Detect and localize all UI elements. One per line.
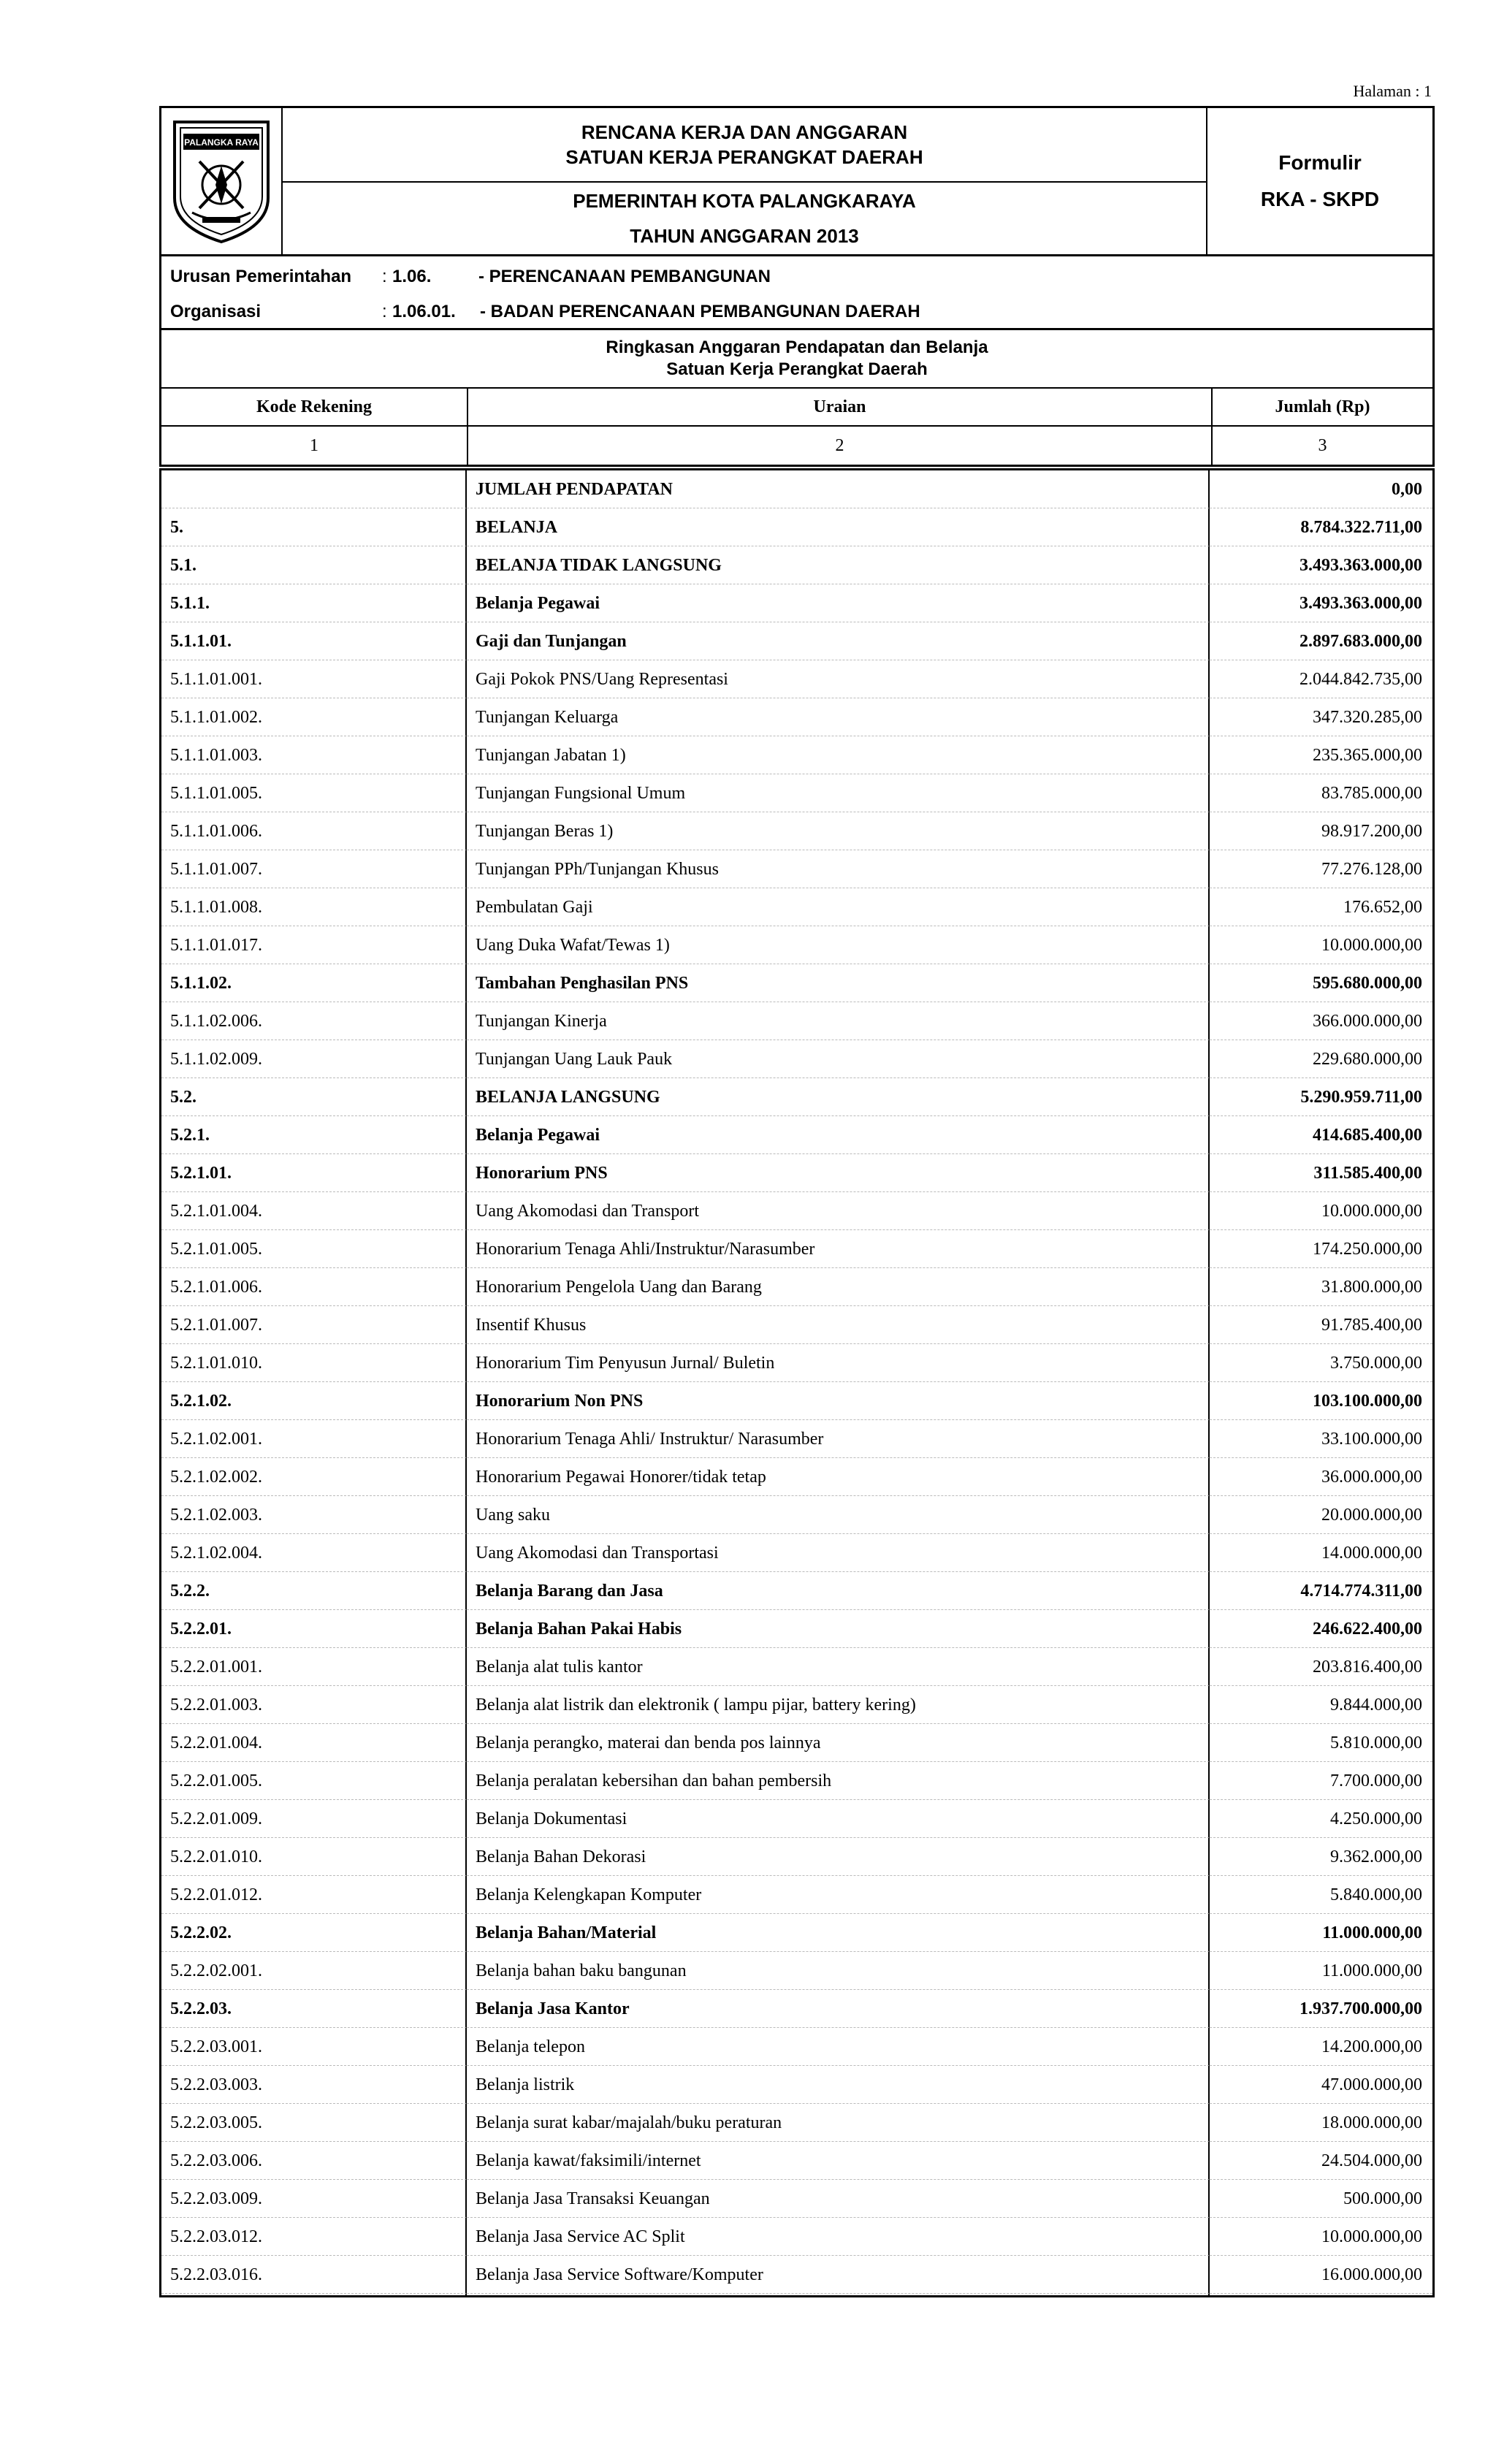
uraian-cell: Belanja Jasa Transaksi Keuangan <box>467 2180 1210 2218</box>
kode-rekening-cell: 5.1.1.01.007. <box>161 850 467 888</box>
jumlah-cell: 83.785.000,00 <box>1210 774 1432 812</box>
budget-rows <box>161 470 1432 2295</box>
logo-cell <box>161 108 283 254</box>
uraian-cell: Tunjangan Fungsional Umum <box>467 774 1210 812</box>
kode-rekening-cell: 5.1.1. <box>161 584 467 622</box>
jumlah-cell: 10.000.000,00 <box>1210 1192 1432 1230</box>
jumlah-cell: 4.250.000,00 <box>1210 1800 1432 1838</box>
kode-rekening-cell: 5.1.1.01.003. <box>161 736 467 774</box>
uraian-cell: BELANJA TIDAK LANGSUNG <box>467 546 1210 584</box>
kode-rekening-cell: 5.1.1.01.008. <box>161 888 467 926</box>
jumlah-cell: 246.622.400,00 <box>1210 1610 1432 1648</box>
jumlah-cell: 36.000.000,00 <box>1210 1458 1432 1496</box>
uraian-cell: Belanja Pegawai <box>467 584 1210 622</box>
filler-uraian <box>467 2294 1210 2295</box>
table-row <box>161 1952 1432 1990</box>
kode-rekening-cell: 5.2.2.01.009. <box>161 1800 467 1838</box>
uraian-cell: Belanja Bahan Dekorasi <box>467 1838 1210 1876</box>
table-row <box>161 1040 1432 1078</box>
table-row <box>161 2142 1432 2180</box>
urusan-name: - PERENCANAAN PEMBANGUNAN <box>478 267 771 286</box>
kode-rekening-cell: 5.2.2.01.004. <box>161 1724 467 1762</box>
form-label: Formulir <box>1278 151 1362 174</box>
summary-line-1: Ringkasan Anggaran Pendapatan dan Belanja <box>606 337 988 357</box>
organisasi-name: - BADAN PERENCANAAN PEMBANGUNAN DAERAH <box>480 302 920 321</box>
jumlah-cell: 347.320.285,00 <box>1210 698 1432 736</box>
jumlah-cell: 98.917.200,00 <box>1210 812 1432 850</box>
kode-rekening-cell: 5.2. <box>161 1078 467 1116</box>
jumlah-cell: 5.810.000,00 <box>1210 1724 1432 1762</box>
organisasi-code: 1.06.01. <box>392 302 456 321</box>
header-uraian: Uraian <box>468 389 1213 425</box>
government-block <box>283 183 1206 254</box>
uraian-cell: Belanja Kelengkapan Komputer <box>467 1876 1210 1914</box>
uraian-cell: Honorarium Tim Penyusun Jurnal/ Buletin <box>467 1344 1210 1382</box>
table-row <box>161 1420 1432 1458</box>
table-row <box>161 1496 1432 1534</box>
title-block <box>283 108 1206 183</box>
kode-rekening-cell: 5.2.2.03.009. <box>161 2180 467 2218</box>
kode-rekening-cell: 5. <box>161 508 467 546</box>
form-code-cell <box>1207 108 1432 254</box>
jumlah-cell: 5.840.000,00 <box>1210 1876 1432 1914</box>
city-emblem-icon <box>170 118 272 245</box>
jumlah-cell: 10.000.000,00 <box>1210 2218 1432 2256</box>
kode-rekening-cell: 5.1. <box>161 546 467 584</box>
kode-rekening-cell: 5.2.1.01.007. <box>161 1306 467 1344</box>
jumlah-cell: 311.585.400,00 <box>1210 1154 1432 1192</box>
uraian-cell: Tunjangan Kinerja <box>467 1002 1210 1040</box>
jumlah-cell: 103.100.000,00 <box>1210 1382 1432 1420</box>
table-row <box>161 1116 1432 1154</box>
table-row <box>161 2218 1432 2256</box>
kode-rekening-cell: 5.1.1.01.001. <box>161 660 467 698</box>
uraian-cell: Pembulatan Gaji <box>467 888 1210 926</box>
table-row <box>161 1154 1432 1192</box>
jumlah-cell: 229.680.000,00 <box>1210 1040 1432 1078</box>
table-row <box>161 1534 1432 1572</box>
urusan-label: Urusan Pemerintahan <box>170 267 352 286</box>
uraian-cell: Belanja alat listrik dan elektronik ( lampu pijar, battery kering) <box>467 1686 1210 1724</box>
kode-rekening-cell: 5.2.1.02.004. <box>161 1534 467 1572</box>
uraian-cell: Tunjangan Keluarga <box>467 698 1210 736</box>
kode-rekening-cell: 5.2.2.03.003. <box>161 2066 467 2104</box>
jumlah-cell: 3.750.000,00 <box>1210 1344 1432 1382</box>
table-row <box>161 964 1432 1002</box>
kode-rekening-cell: 5.1.1.02.009. <box>161 1040 467 1078</box>
kode-rekening-cell: 5.2.1.02.003. <box>161 1496 467 1534</box>
uraian-cell: Belanja listrik <box>467 2066 1210 2104</box>
page-number: Halaman : 1 <box>1353 82 1432 100</box>
jumlah-cell: 595.680.000,00 <box>1210 964 1432 1002</box>
table-row <box>161 1382 1432 1420</box>
jumlah-cell: 414.685.400,00 <box>1210 1116 1432 1154</box>
kode-rekening-cell: 5.2.2.03.016. <box>161 2256 467 2294</box>
table-row <box>161 1002 1432 1040</box>
kode-rekening-cell: 5.2.2.03.001. <box>161 2028 467 2066</box>
jumlah-cell: 10.000.000,00 <box>1210 926 1432 964</box>
summary-title <box>159 328 1435 389</box>
kode-rekening-cell: 5.2.2. <box>161 1572 467 1610</box>
table-row <box>161 1686 1432 1724</box>
jumlah-cell: 18.000.000,00 <box>1210 2104 1432 2142</box>
uraian-cell: BELANJA <box>467 508 1210 546</box>
title-cell <box>283 108 1207 254</box>
table-row <box>161 1230 1432 1268</box>
organisasi-row <box>170 302 920 322</box>
kode-rekening-cell: 5.1.1.01. <box>161 622 467 660</box>
table-row <box>161 1800 1432 1838</box>
jumlah-cell: 16.000.000,00 <box>1210 2256 1432 2294</box>
uraian-cell: Tunjangan Uang Lauk Pauk <box>467 1040 1210 1078</box>
kode-rekening-cell: 5.2.2.03. <box>161 1990 467 2028</box>
uraian-cell: Tambahan Penghasilan PNS <box>467 964 1210 1002</box>
jumlah-cell: 33.100.000,00 <box>1210 1420 1432 1458</box>
jumlah-cell: 4.714.774.311,00 <box>1210 1572 1432 1610</box>
jumlah-cell: 77.276.128,00 <box>1210 850 1432 888</box>
column-number-1: 1 <box>161 427 468 465</box>
uraian-cell: Belanja Bahan Pakai Habis <box>467 1610 1210 1648</box>
kode-rekening-cell: 5.2.2.01.003. <box>161 1686 467 1724</box>
form-code: RKA - SKPD <box>1260 188 1380 210</box>
uraian-cell: Belanja Bahan/Material <box>467 1914 1210 1952</box>
kode-rekening-cell: 5.1.1.01.002. <box>161 698 467 736</box>
table-row <box>161 2066 1432 2104</box>
jumlah-cell: 8.784.322.711,00 <box>1210 508 1432 546</box>
jumlah-cell: 366.000.000,00 <box>1210 1002 1432 1040</box>
jumlah-cell: 1.937.700.000,00 <box>1210 1990 1432 2028</box>
table-row <box>161 2104 1432 2142</box>
uraian-cell: Belanja perangko, materai dan benda pos lainnya <box>467 1724 1210 1762</box>
uraian-cell: Belanja Jasa Service AC Split <box>467 2218 1210 2256</box>
kode-rekening-cell: 5.2.1.01.006. <box>161 1268 467 1306</box>
kode-rekening-cell: 5.2.2.03.012. <box>161 2218 467 2256</box>
filler-kode <box>161 2294 467 2295</box>
uraian-cell: BELANJA LANGSUNG <box>467 1078 1210 1116</box>
table-row <box>161 1268 1432 1306</box>
table-row <box>161 926 1432 964</box>
kode-rekening-cell: 5.1.1.02. <box>161 964 467 1002</box>
kode-rekening-cell: 5.2.2.03.006. <box>161 2142 467 2180</box>
urusan-separator: : <box>382 267 387 286</box>
column-title-row <box>161 389 1432 427</box>
table-row <box>161 698 1432 736</box>
jumlah-cell: 9.362.000,00 <box>1210 1838 1432 1876</box>
table-row <box>161 1838 1432 1876</box>
table-row <box>161 508 1432 546</box>
title-line-1: RENCANA KERJA DAN ANGGARAN <box>581 121 908 143</box>
table-row <box>161 888 1432 926</box>
uraian-cell: JUMLAH PENDAPATAN <box>467 470 1210 508</box>
kode-rekening-cell: 5.2.2.01. <box>161 1610 467 1648</box>
uraian-cell: Belanja Jasa Kantor <box>467 1990 1210 2028</box>
uraian-cell: Honorarium Non PNS <box>467 1382 1210 1420</box>
government-name: PEMERINTAH KOTA PALANGKARAYA <box>573 190 916 212</box>
jumlah-cell: 3.493.363.000,00 <box>1210 584 1432 622</box>
kode-rekening-cell: 5.2.1.01. <box>161 1154 467 1192</box>
table-row <box>161 1648 1432 1686</box>
jumlah-cell: 235.365.000,00 <box>1210 736 1432 774</box>
title-line-2: SATUAN KERJA PERANGKAT DAERAH <box>565 146 923 168</box>
organisasi-label: Organisasi <box>170 302 262 321</box>
organisasi-separator: : <box>382 302 387 321</box>
jumlah-cell: 31.800.000,00 <box>1210 1268 1432 1306</box>
table-row <box>161 850 1432 888</box>
uraian-cell: Belanja Barang dan Jasa <box>467 1572 1210 1610</box>
kode-rekening-cell: 5.2.2.01.001. <box>161 1648 467 1686</box>
table-row <box>161 2256 1432 2294</box>
jumlah-cell: 14.000.000,00 <box>1210 1534 1432 1572</box>
jumlah-cell: 0,00 <box>1210 470 1432 508</box>
uraian-cell: Uang saku <box>467 1496 1210 1534</box>
column-headers <box>159 389 1435 467</box>
table-row <box>161 1914 1432 1952</box>
kode-rekening-cell: 5.1.1.01.017. <box>161 926 467 964</box>
jumlah-cell: 11.000.000,00 <box>1210 1914 1432 1952</box>
table-row <box>161 2028 1432 2066</box>
form-header <box>159 106 1435 254</box>
table-row <box>161 1572 1432 1610</box>
uraian-cell: Belanja alat tulis kantor <box>467 1648 1210 1686</box>
rka-form <box>159 106 1435 2297</box>
kode-rekening-cell: 5.2.2.01.005. <box>161 1762 467 1800</box>
table-row <box>161 2180 1432 2218</box>
uraian-cell: Honorarium Pegawai Honorer/tidak tetap <box>467 1458 1210 1496</box>
kode-rekening-cell: 5.2.2.03.005. <box>161 2104 467 2142</box>
jumlah-cell: 2.044.842.735,00 <box>1210 660 1432 698</box>
jumlah-cell: 20.000.000,00 <box>1210 1496 1432 1534</box>
table-row <box>161 546 1432 584</box>
uraian-cell: Uang Akomodasi dan Transportasi <box>467 1534 1210 1572</box>
uraian-cell: Gaji Pokok PNS/Uang Representasi <box>467 660 1210 698</box>
kode-rekening-cell: 5.2.1.01.010. <box>161 1344 467 1382</box>
table-row <box>161 1344 1432 1382</box>
jumlah-cell: 47.000.000,00 <box>1210 2066 1432 2104</box>
jumlah-cell: 24.504.000,00 <box>1210 2142 1432 2180</box>
uraian-cell: Belanja telepon <box>467 2028 1210 2066</box>
urusan-code: 1.06. <box>392 267 432 286</box>
jumlah-cell: 5.290.959.711,00 <box>1210 1078 1432 1116</box>
uraian-cell: Tunjangan PPh/Tunjangan Khusus <box>467 850 1210 888</box>
kode-rekening-cell: 5.1.1.01.005. <box>161 774 467 812</box>
budget-table <box>159 468 1435 2297</box>
jumlah-cell: 500.000,00 <box>1210 2180 1432 2218</box>
jumlah-cell: 2.897.683.000,00 <box>1210 622 1432 660</box>
kode-rekening-cell: 5.2.2.01.010. <box>161 1838 467 1876</box>
kode-rekening-cell: 5.1.1.01.006. <box>161 812 467 850</box>
uraian-cell: Belanja surat kabar/majalah/buku peraturan <box>467 2104 1210 2142</box>
kode-rekening-cell: 5.2.2.02. <box>161 1914 467 1952</box>
table-row <box>161 1078 1432 1116</box>
table-row <box>161 1876 1432 1914</box>
header-kode-rekening: Kode Rekening <box>161 389 468 425</box>
table-row <box>161 1990 1432 2028</box>
table-row <box>161 622 1432 660</box>
table-row <box>161 1724 1432 1762</box>
uraian-cell: Honorarium PNS <box>467 1154 1210 1192</box>
kode-rekening-cell: 5.2.1.02. <box>161 1382 467 1420</box>
table-row <box>161 584 1432 622</box>
uraian-cell: Tunjangan Jabatan 1) <box>467 736 1210 774</box>
kode-rekening-cell <box>161 470 467 508</box>
table-row <box>161 736 1432 774</box>
jumlah-cell: 11.000.000,00 <box>1210 1952 1432 1990</box>
table-row <box>161 470 1432 508</box>
logo-text: PALANGKA RAYA <box>184 137 259 148</box>
summary-line-2: Satuan Kerja Perangkat Daerah <box>666 359 928 379</box>
kode-rekening-cell: 5.2.1.01.004. <box>161 1192 467 1230</box>
table-row <box>161 1458 1432 1496</box>
table-row <box>161 660 1432 698</box>
kode-rekening-cell: 5.2.1. <box>161 1116 467 1154</box>
kode-rekening-cell: 5.2.1.02.001. <box>161 1420 467 1458</box>
table-row <box>161 1762 1432 1800</box>
jumlah-cell: 14.200.000,00 <box>1210 2028 1432 2066</box>
kode-rekening-cell: 5.2.1.02.002. <box>161 1458 467 1496</box>
kode-rekening-cell: 5.2.2.01.012. <box>161 1876 467 1914</box>
kode-rekening-cell: 5.2.2.02.001. <box>161 1952 467 1990</box>
uraian-cell: Belanja peralatan kebersihan dan bahan pembersih <box>467 1762 1210 1800</box>
table-row <box>161 1192 1432 1230</box>
uraian-cell: Honorarium Tenaga Ahli/Instruktur/Narasumber <box>467 1230 1210 1268</box>
jumlah-cell: 91.785.400,00 <box>1210 1306 1432 1344</box>
uraian-cell: Uang Akomodasi dan Transport <box>467 1192 1210 1230</box>
header-jumlah: Jumlah (Rp) <box>1275 397 1370 416</box>
column-number-2: 2 <box>468 427 1213 465</box>
jumlah-cell: 7.700.000,00 <box>1210 1762 1432 1800</box>
column-number-3: 3 <box>1318 436 1327 455</box>
kode-rekening-cell: 5.1.1.02.006. <box>161 1002 467 1040</box>
uraian-cell: Insentif Khusus <box>467 1306 1210 1344</box>
kode-rekening-cell: 5.2.1.01.005. <box>161 1230 467 1268</box>
table-filler <box>161 2294 1432 2295</box>
urusan-row <box>170 267 771 287</box>
jumlah-cell: 174.250.000,00 <box>1210 1230 1432 1268</box>
uraian-cell: Uang Duka Wafat/Tewas 1) <box>467 926 1210 964</box>
table-row <box>161 1306 1432 1344</box>
jumlah-cell: 203.816.400,00 <box>1210 1648 1432 1686</box>
table-row <box>161 774 1432 812</box>
organization-block <box>159 254 1435 328</box>
table-row <box>161 1610 1432 1648</box>
uraian-cell: Honorarium Pengelola Uang dan Barang <box>467 1268 1210 1306</box>
uraian-cell: Belanja kawat/faksimili/internet <box>467 2142 1210 2180</box>
fiscal-year: TAHUN ANGGARAN 2013 <box>630 225 859 247</box>
uraian-cell: Belanja Dokumentasi <box>467 1800 1210 1838</box>
uraian-cell: Belanja bahan baku bangunan <box>467 1952 1210 1990</box>
jumlah-cell: 176.652,00 <box>1210 888 1432 926</box>
uraian-cell: Honorarium Tenaga Ahli/ Instruktur/ Narasumber <box>467 1420 1210 1458</box>
jumlah-cell: 3.493.363.000,00 <box>1210 546 1432 584</box>
uraian-cell: Belanja Pegawai <box>467 1116 1210 1154</box>
uraian-cell: Tunjangan Beras 1) <box>467 812 1210 850</box>
uraian-cell: Gaji dan Tunjangan <box>467 622 1210 660</box>
column-number-row <box>161 427 1432 465</box>
table-row <box>161 812 1432 850</box>
uraian-cell: Belanja Jasa Service Software/Komputer <box>467 2256 1210 2294</box>
jumlah-cell: 9.844.000,00 <box>1210 1686 1432 1724</box>
